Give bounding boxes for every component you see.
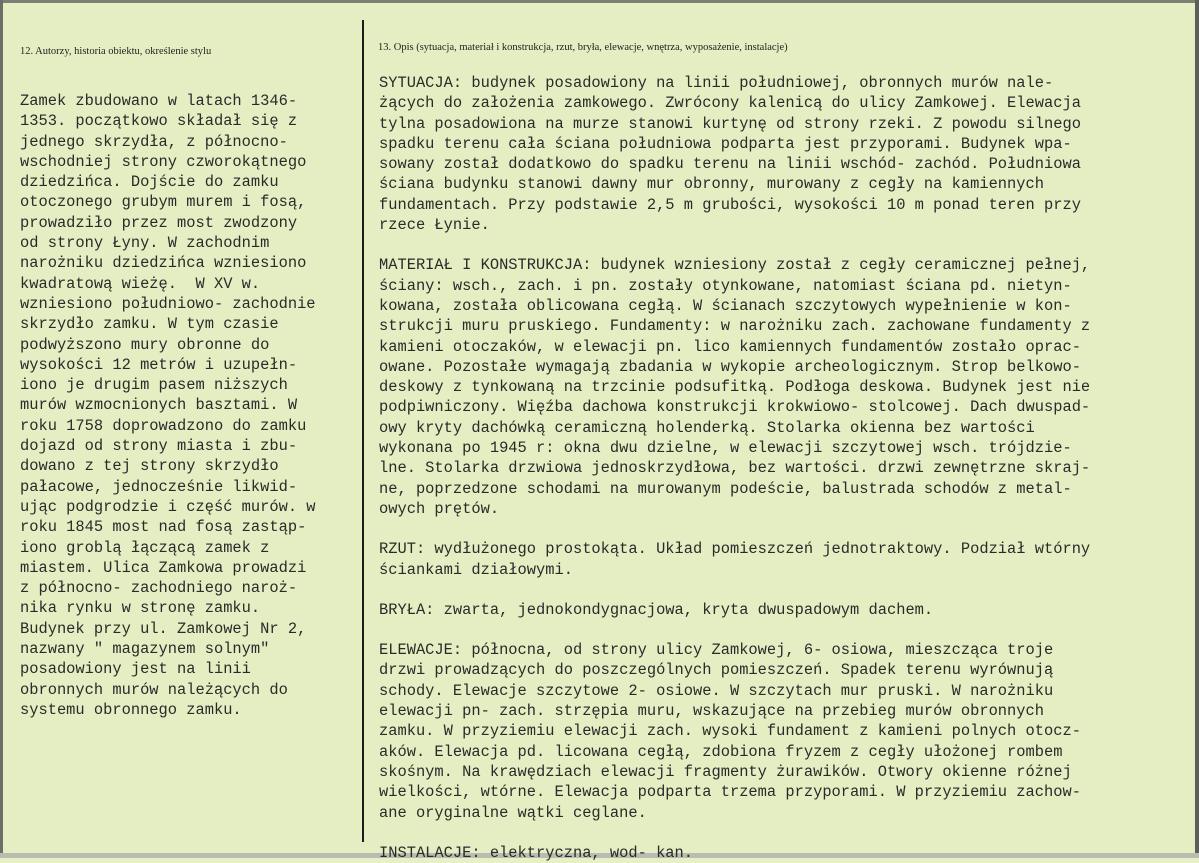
history-line: dojazd od strony miasta i zbu- bbox=[20, 437, 298, 456]
scan-border-left bbox=[0, 0, 3, 858]
description-line: drzwi prowadzących do poszczególnych pomieszczeń. Spadek terenu wyrównują bbox=[379, 661, 1054, 680]
history-line: 1353. początkowo składał się z bbox=[20, 112, 298, 131]
history-line: wschodniej strony czworokątnego bbox=[20, 152, 307, 171]
description-line: ane oryginalne wątki ceglane. bbox=[379, 803, 647, 822]
section-rzut bbox=[379, 539, 1169, 580]
history-line: wzniesiono południowo- zachodnie bbox=[20, 294, 316, 313]
history-line: z północno- zachodniego naroż- bbox=[20, 579, 298, 598]
history-line: Zamek zbudowano w latach 1346- bbox=[20, 92, 298, 110]
description-line: deskowy z tynkowaną na trzcinie podsufitką. Podłoga deskowa. Budynek jest nie bbox=[379, 378, 1091, 397]
section-sytuacja bbox=[379, 73, 1169, 235]
history-text bbox=[20, 91, 350, 720]
history-line: posadowiony jest na linii bbox=[20, 660, 251, 679]
description-line: lne. Stolarka drzwiowa jednoskrzydłowa, bez wartości. drzwi zewnętrzne skraj- bbox=[379, 459, 1091, 478]
history-line: murów wzmocnionych basztami. W bbox=[20, 396, 298, 415]
history-line: od strony Łyny. W zachodnim bbox=[20, 234, 270, 253]
description-line: ne, poprzedzone schodami na murowanym podeście, balustrada schodów z metal- bbox=[379, 479, 1072, 498]
description-line: owane. Pozostałe wymagają zbadania w wykopie archeologicznym. Strop belkowo- bbox=[379, 357, 1081, 376]
history-line: systemu obronnego zamku. bbox=[20, 700, 242, 719]
description-line: elewacji pn- zach. strzępia muru, wskazujące na przebieg murów obronnych bbox=[379, 702, 1044, 721]
history-line: roku 1845 most nad fosą zastąp- bbox=[20, 518, 307, 537]
history-line: ując podgrodzie i część murów. w bbox=[20, 497, 316, 516]
history-line: iono groblą łączącą zamek z bbox=[20, 538, 270, 557]
history-line: narożniku dziedzińca wzniesiono bbox=[20, 254, 307, 273]
description-line: rzece Łynie. bbox=[379, 216, 490, 235]
description-line: schody. Elewacje szczytowe 2- osiowe. W szczytach mur pruski. W narożniku bbox=[379, 681, 1054, 700]
description-line: BRYŁA: zwarta, jednokondygnacjowa, kryta dwuspadowym dachem. bbox=[379, 600, 934, 619]
history-line: otoczonego grubym murem i fosą, bbox=[20, 193, 307, 212]
description-line: fundamentach. Przy podstawie 2,5 m grubości, wysokości 10 m ponad teren przy bbox=[379, 195, 1081, 214]
description-line: ELEWACJE: północna, od strony ulicy Zamkowej, 6- osiowa, mieszcząca troje bbox=[379, 641, 1054, 660]
paragraph-gap bbox=[379, 519, 1169, 539]
history-line: obronnych murów należących do bbox=[20, 680, 288, 699]
description-line: tylna posadowiona na murze stanowi kurtynę od strony rzeki. Z powodu silnego bbox=[379, 114, 1081, 133]
history-line: jednego skrzydła, z północno- bbox=[20, 132, 288, 151]
history-line: nika rynku w stronę zamku. bbox=[20, 599, 261, 618]
description-line: wielkości, wtórne. Elewacja podparta trzema przyporami. W przyziemiu zachow- bbox=[379, 783, 1081, 802]
description-line: MATERIAŁ I KONSTRUKCJA: budynek wzniesiony został z cegły ceramicznej pełnej, bbox=[379, 256, 1091, 275]
paragraph-gap bbox=[379, 235, 1169, 255]
description-line: strukcji muru pruskiego. Fundamenty: w narożniku zach. zachowane fundamenty z bbox=[379, 317, 1091, 336]
section-instalacje bbox=[379, 843, 1169, 863]
description-line: podpiwniczony. Więźba dachowa konstrukcji krokwiowo- stolcowej. Dach dwuspad- bbox=[379, 398, 1091, 417]
right-column-heading: 13. Opis (sytuacja, materiał i konstrukcja, rzut, bryła, elewacje, wnętrza, wyposażenie, instalacje) bbox=[378, 42, 788, 53]
history-line: wysokości 12 metrów i uzupełn- bbox=[20, 355, 298, 374]
description-line: spadku terenu cała ściana południowa podparta jest przyporami. Budynek wpa- bbox=[379, 134, 1072, 153]
history-line: pałacowe, jednocześnie likwid- bbox=[20, 477, 298, 496]
description-line: INSTALACJE: elektryczna, wod- kan. bbox=[379, 843, 694, 862]
description-line: kamieni otoczaków, w elewacji pn. lico kamiennych fundamentów zostało oprac- bbox=[379, 337, 1081, 356]
paragraph-gap bbox=[379, 620, 1169, 640]
description-line: kowana, została oblicowana cegłą. W ścianach szczytowych wypełnienie w kon- bbox=[379, 296, 1072, 315]
description-line: skośnym. Na krawędziach elewacji fragmenty żurawików. Otwory okienne różnej bbox=[379, 762, 1072, 781]
section-material bbox=[379, 255, 1169, 519]
history-line: miastem. Ulica Zamkowa prowadzi bbox=[20, 558, 307, 577]
history-line: Budynek przy ul. Zamkowej Nr 2, bbox=[20, 619, 307, 638]
description-line: SYTUACJA: budynek posadowiony na linii południowej, obronnych murów nale- bbox=[379, 74, 1054, 92]
history-line: skrzydło zamku. W tym czasie bbox=[20, 315, 279, 334]
history-line: roku 1758 doprowadzono do zamku bbox=[20, 416, 307, 435]
description-line: owy kryty dachówką ceramiczną holenderką. Stolarka okienna bez wartości bbox=[379, 418, 1035, 437]
description-line: ściana budynku stanowi dawny mur obronny, murowany z cegły na kamiennych bbox=[379, 175, 1044, 194]
description-line: ściankami działowymi. bbox=[379, 560, 573, 579]
history-line: prowadziło przez most zwodzony bbox=[20, 213, 298, 232]
scan-border-top bbox=[0, 0, 1199, 3]
description-line: aków. Elewacja pd. licowana cegłą, zdobiona fryzem z cegły ułożonej rombem bbox=[379, 742, 1063, 761]
history-line: dziedzińca. Dojście do zamku bbox=[20, 173, 279, 192]
paragraph-gap bbox=[379, 823, 1169, 843]
history-line: nazwany " magazynem solnym" bbox=[20, 640, 270, 659]
description-line: żących do założenia zamkowego. Zwrócony kalenicą do ulicy Zamkowej. Elewacja bbox=[379, 94, 1081, 113]
left-column-heading: 12. Autorzy, historia obiektu, określenie stylu bbox=[20, 46, 212, 57]
history-line: kwadratową wieżę. W XV w. bbox=[20, 274, 261, 293]
column-divider bbox=[362, 20, 364, 842]
history-line: iono je drugim pasem niższych bbox=[20, 376, 288, 395]
description-line: RZUT: wydłużonego prostokąta. Układ pomieszczeń jednotraktowy. Podział wtórny bbox=[379, 540, 1091, 559]
section-bryla bbox=[379, 600, 1169, 620]
paragraph-gap bbox=[379, 580, 1169, 600]
description-line: ściany: wsch., zach. i pn. zostały otynkowane, natomiast ściana pd. nietyn- bbox=[379, 276, 1072, 295]
scan-border-right bbox=[1195, 0, 1199, 858]
description-line: wykonana po 1945 r: okna dwu dzielne, w elewacji szczytowej wsch. trójdzie- bbox=[379, 439, 1072, 458]
history-line: dowano z tej strony skrzydło bbox=[20, 457, 279, 476]
section-elewacje bbox=[379, 640, 1169, 823]
history-line: podwyższono mury obronne do bbox=[20, 335, 270, 354]
description-line: sowany został dodatkowo do spadku terenu na linii wschód- zachód. Południowa bbox=[379, 155, 1081, 174]
description-line: zamku. W przyziemiu elewacji zach. wysoki fundament z kamieni polnych otocz- bbox=[379, 722, 1081, 741]
description-text bbox=[379, 73, 1169, 863]
description-line: owych prętów. bbox=[379, 499, 500, 518]
